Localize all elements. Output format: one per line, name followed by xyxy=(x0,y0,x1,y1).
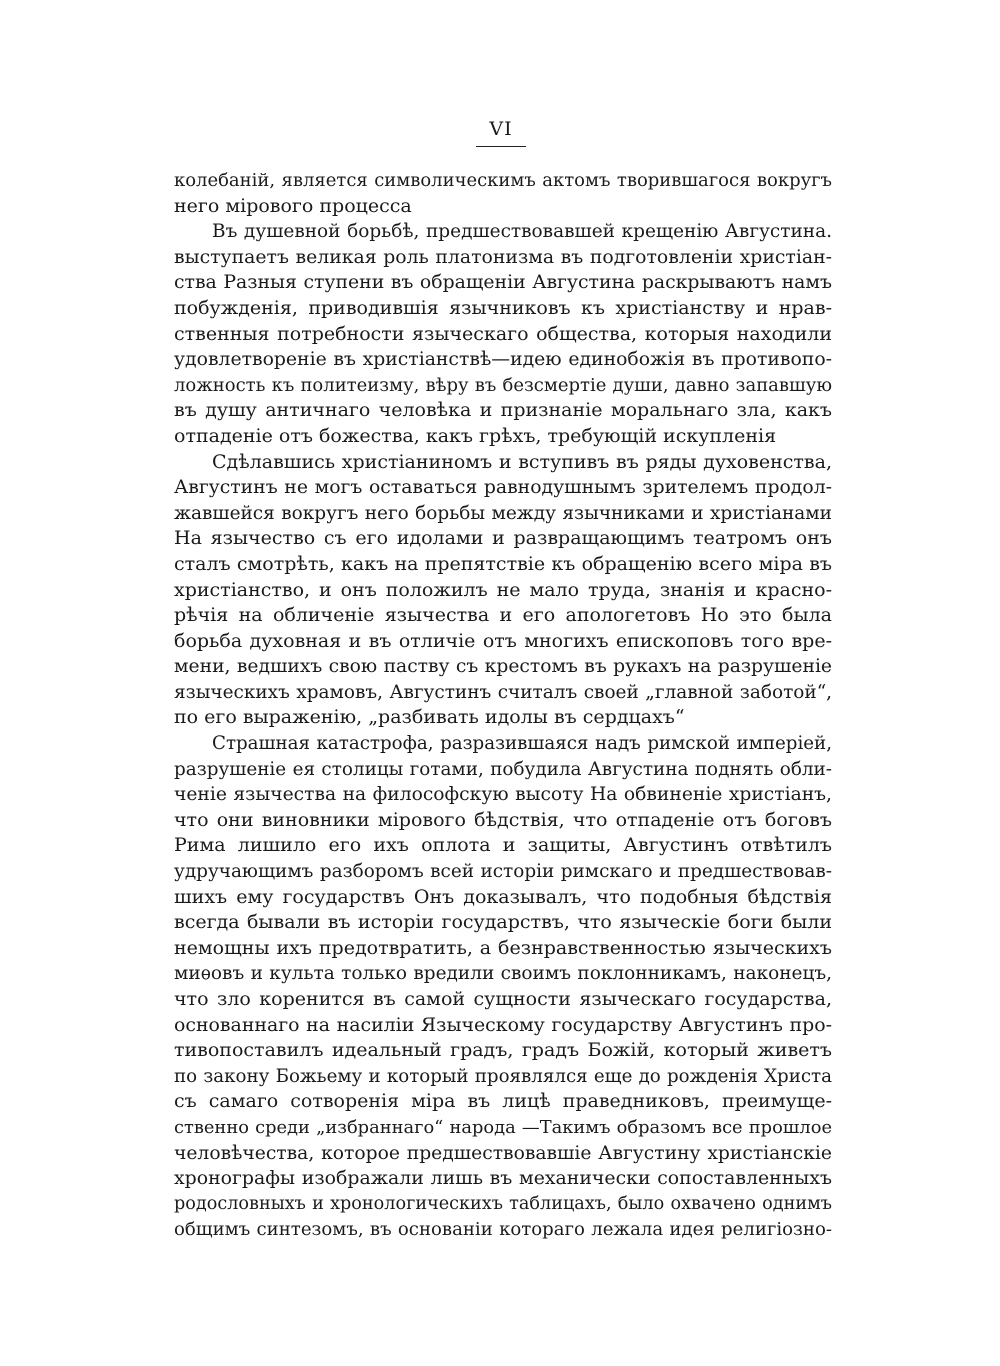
text-line: миѳовъ и культа только вредили своимъ поклонникамъ, наконецъ, xyxy=(174,963,832,985)
page-number: VI xyxy=(489,118,513,140)
text-line: христіанство, и онъ положилъ не мало труда, знанія и красно- xyxy=(174,578,832,601)
text-line: ства Разныя ступени въ обращеніи Августина раскрываютъ намъ xyxy=(174,272,832,294)
text-line: Въ душевной борьбѣ, предшествовавшей крещенію Августина. xyxy=(212,221,832,243)
text-line: удовлетвореніе въ христіанствѣ—идею единобожія въ противопо- xyxy=(174,349,832,371)
text-line: немощны ихъ предотвратить, а безнравственностью языческихъ xyxy=(174,936,832,959)
paragraph-1 xyxy=(174,168,832,219)
text-line: ложность къ политеизму, вѣру въ безсмертіе души, давно запавшую xyxy=(174,374,832,396)
text-line: по его выраженію, „разбивать идолы въ сердцахъ“ xyxy=(174,706,685,729)
header-rule xyxy=(476,146,526,147)
text-line: общимъ синтезомъ, въ основаніи котораго лежала идея религіозно- xyxy=(174,1219,832,1241)
text-line: шихъ ему государствъ Онъ доказывалъ, что подобныя бѣдствія xyxy=(174,885,832,908)
text-line: ченіе язычества на философскую высоту На обвиненіе христіанъ, xyxy=(174,784,832,806)
text-line: съ самаго сотворенія міра въ лицѣ праведниковъ, преимуще- xyxy=(174,1090,832,1113)
text-line: колебаній, является символическимъ актомъ творившагося вокругъ xyxy=(174,170,832,191)
text-line: Страшная катастрофа, разразившаяся надъ римской имперіей, xyxy=(212,733,832,755)
text-line: въ душу античнаго человѣка и признаніе моральнаго зла, какъ xyxy=(174,399,832,422)
text-line: что они виновники мірового бѣдствія, что отпаденіе отъ боговъ xyxy=(174,808,832,831)
text-line: человѣчества, которое предшествовавшіе Августину христіанскіе xyxy=(174,1142,832,1164)
text-line: рѣчія на обличеніе язычества и его апологетовъ Но это была xyxy=(174,604,832,627)
text-line: ственно среди „избраннаго“ народа —Такимъ образомъ все прошлое xyxy=(174,1116,832,1138)
text-line: отпаденіе отъ божества, какъ грѣхъ, требующій искупленія xyxy=(174,424,777,447)
text-line: что зло коренится въ самой сущности языческаго государства, xyxy=(174,988,832,1010)
paragraph-3 xyxy=(174,450,832,732)
text-line: родословныхъ и хронологическихъ таблицахъ, было охвачено однимъ xyxy=(174,1193,832,1214)
text-line: основаннаго на насиліи Языческому государству Августинъ про- xyxy=(174,1013,832,1036)
text-line: выступаетъ великая роль платонизма въ подготовленіи христіан- xyxy=(174,246,832,268)
text-line: На язычество съ его идолами и развращающимъ театромъ онъ xyxy=(174,527,832,550)
text-line: побужденія, приводившія язычниковъ къ христіанству и нрав- xyxy=(174,296,832,319)
text-line: борьба духовная и въ отличіе отъ многихъ епископовъ того вре- xyxy=(174,629,832,652)
text-line: сталъ смотрѣть, какъ на препятствіе къ обращенію всего міра въ xyxy=(174,552,832,575)
paragraph-4 xyxy=(174,731,832,1243)
text-line: жавшейся вокругъ него борьбы между язычниками и христіанами xyxy=(174,502,832,524)
text-line: языческихъ храмовъ, Августинъ считалъ своей „главной заботой“, xyxy=(174,681,832,703)
text-line: Рима лишило его ихъ оплота и защиты, Августинъ отвѣтилъ xyxy=(174,834,832,857)
text-line: ственныя потребности языческаго общества, которыя находили xyxy=(174,322,832,345)
text-line: Сдѣлавшись христіаниномъ и вступивъ въ ряды духовенства, xyxy=(212,450,832,473)
text-line: Августинъ не могъ оставаться равнодушнымъ зрителемъ продол- xyxy=(174,477,832,499)
body-text xyxy=(174,168,832,1243)
text-line: по закону Божьему и который проявлялся еще до рожденія Христа xyxy=(174,1065,832,1087)
text-line: мени, ведшихъ свою паству съ крестомъ въ рукахъ на разрушеніе xyxy=(174,656,832,678)
text-line: разрушеніе ея столицы готами, побудила Августина поднять обли- xyxy=(174,758,832,780)
text-line: него мірового процесса xyxy=(174,194,412,217)
text-line: удручающимъ разборомъ всей исторіи римскаго и предшествовав- xyxy=(174,861,832,883)
text-line: всегда бывали въ исторіи государствъ, что языческіе боги были xyxy=(174,911,832,934)
text-line: хронографы изображали лишь въ механически сопоставленныхъ xyxy=(174,1167,832,1190)
text-line: тивопоставилъ идеальный градъ, градъ Божій, который живетъ xyxy=(174,1039,832,1062)
paragraph-2 xyxy=(174,219,832,449)
